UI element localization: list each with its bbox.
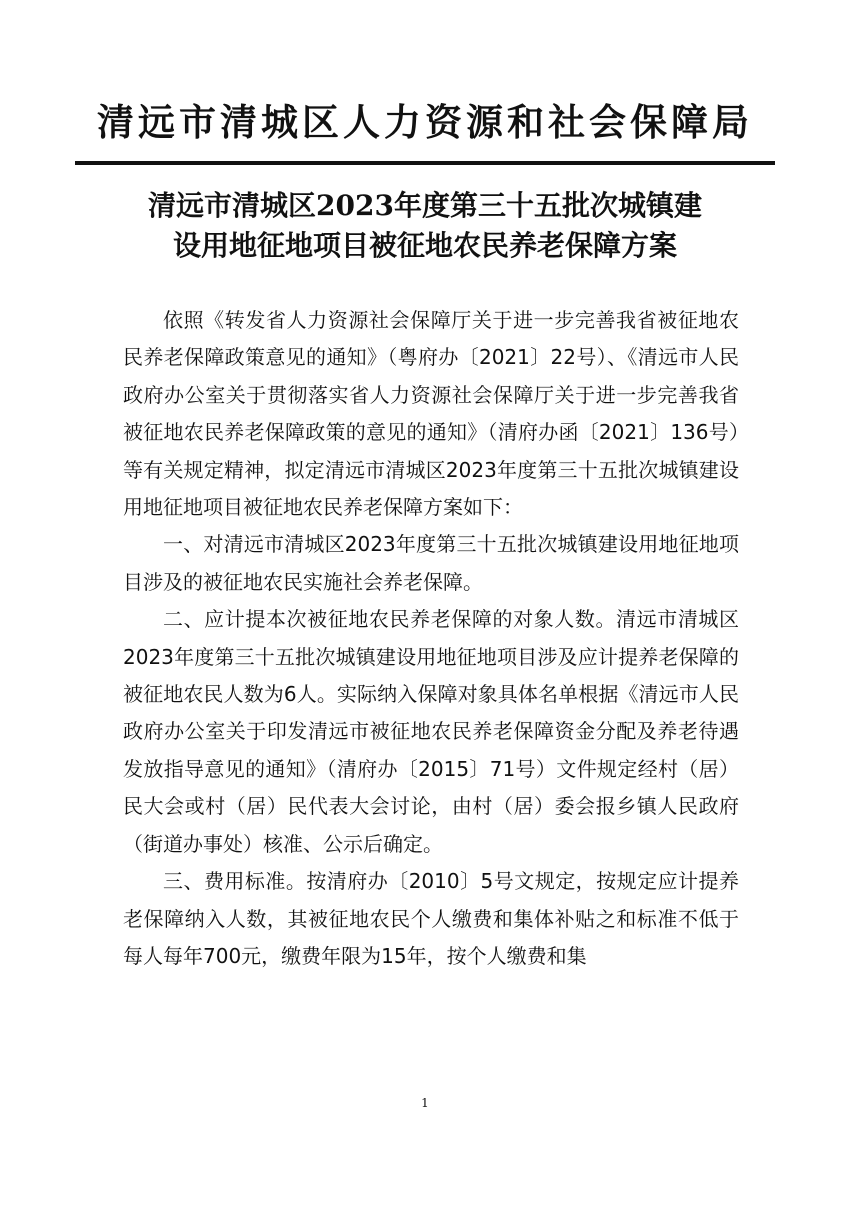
- body-paragraph-intro: 依照《转发省人力资源社会保障厅关于进一步完善我省被征地农民养老保障政策意见的通知》（粤府办〔2021〕22号）、《清远市人民政府办公室关于贯彻落实省人力资源社会保障厅关于进一步完善我省被征地农民养老保障政策的意见的通知》（清府办函〔2021〕136号）等有关规定精神，拟定清远市清城区2023年度第三十五批次城镇建设用地征地项目被征地农民养老保障方案如下：: [123, 308, 739, 520]
- document-title-line-1: 清远市清城区2023年度第三十五批次城镇建: [148, 189, 702, 222]
- document-title-line-2: 设用地征地项目被征地农民养老保障方案: [172, 229, 677, 262]
- document-title: [80, 186, 770, 266]
- body-paragraph-item-3: 三、费用标准。按清府办〔2010〕5号文规定，按规定应计提养老保障纳入人数，其被征地农民个人缴费和集体补贴之和标准不低于每人每年700元，缴费年限为15年，按个人缴费和集: [123, 869, 739, 968]
- body-paragraph-item-1: 一、对清远市清城区2023年度第三十五批次城镇建设用地征地项目涉及的被征地农民实施社会养老保障。: [123, 532, 739, 594]
- header-divider-rule: [75, 161, 775, 165]
- document-body: [123, 302, 739, 975]
- body-paragraph-item-2: 二、应计提本次被征地农民养老保障的对象人数。清远市清城区2023年度第三十五批次城镇建设用地征地项目涉及应计提养老保障的被征地农民人数为6人。实际纳入保障对象具体名单根据《清远市人民政府办公室关于印发清远市被征地农民养老保障资金分配及养老待遇发放指导意见的通知》（清府办〔2015〕71号）文件规定经村（居）民大会或村（居）民代表大会讨论，由村（居）委会报乡镇人民政府（街道办事处）核准、公示后确定。: [123, 607, 739, 856]
- page-number: 1: [421, 1096, 429, 1110]
- issuing-agency-title: 清远市清城区人力资源和社会保障局: [97, 100, 753, 144]
